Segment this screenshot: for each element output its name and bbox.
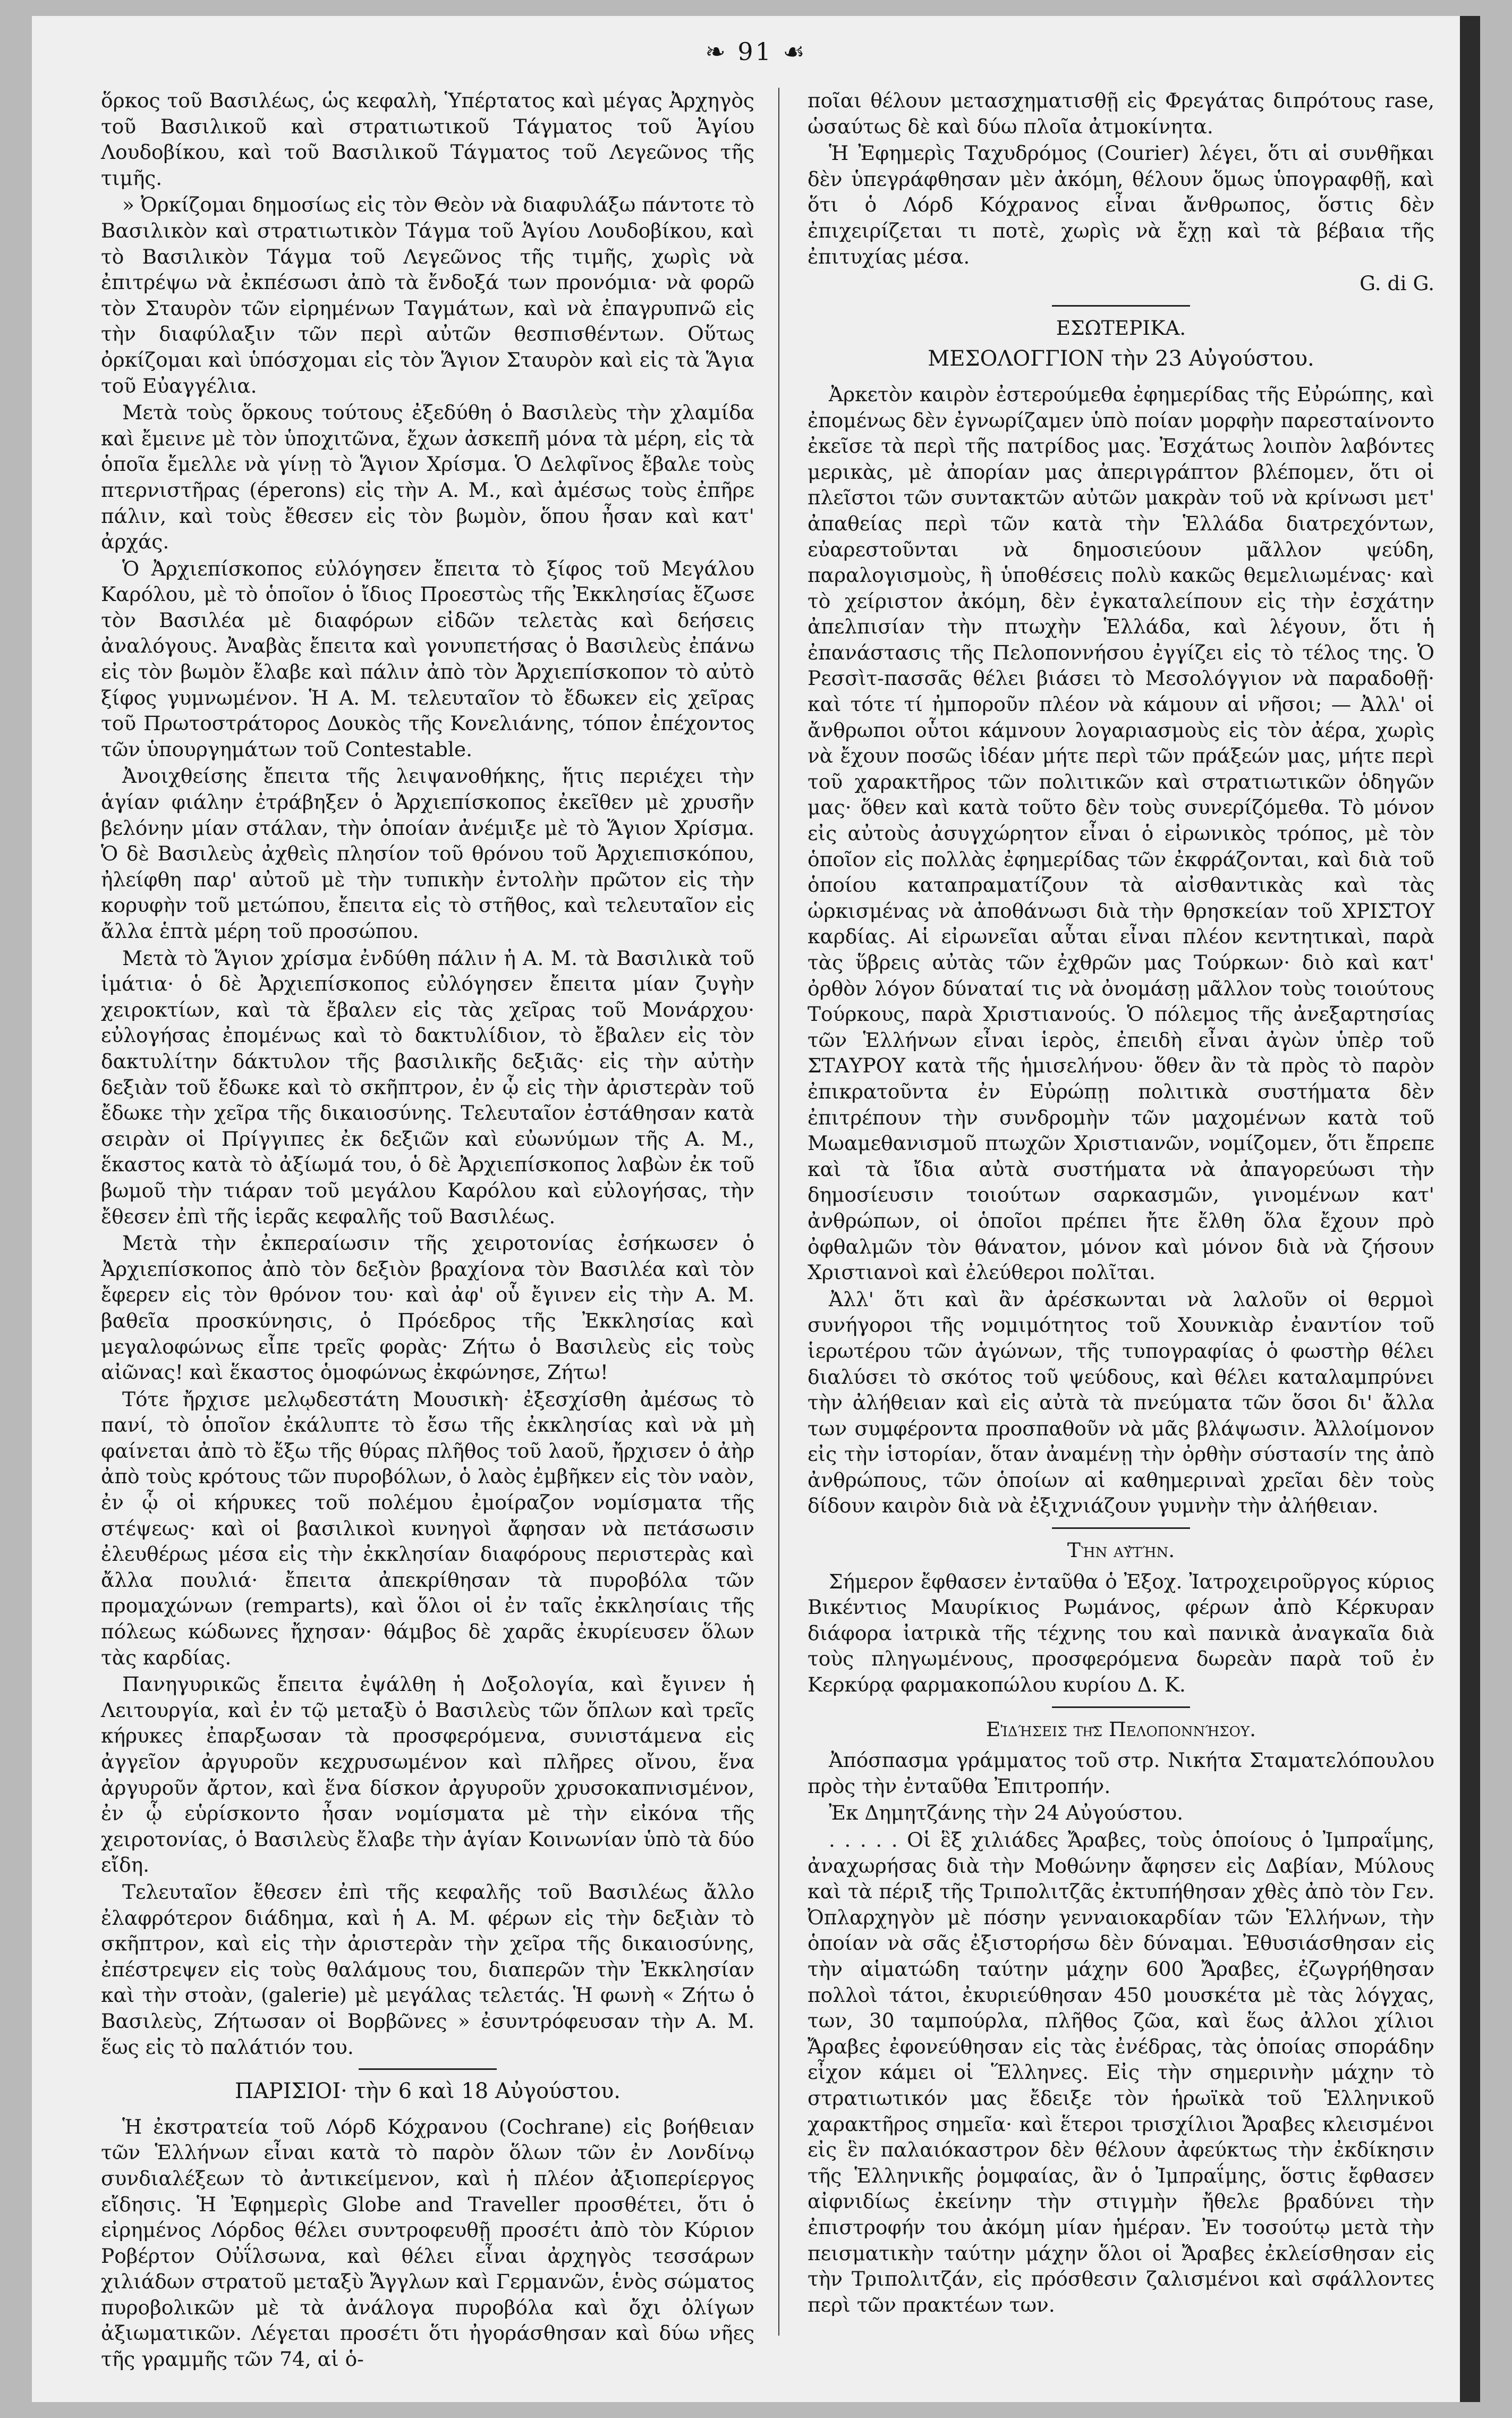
page-binding-edge — [1460, 16, 1480, 2402]
paragraph: Τότε ἤρχισε μελῳδεστάτη Μουσικὴ· ἐξεσχίσθη ἀμέσως τὸ πανί, τὸ ὁποῖον ἐκάλυπτε τὸ ἔσω τῆς ἐκκλησίας καὶ νὰ μὴ φαίνεται ἀπὸ τὸ ἔξω τῆς θύρας πλῆθος τοῦ λαοῦ, ἤρχισεν ὁ ἀὴρ ἀπὸ τοὺς κρότους τῶν πυροβόλων, ὁ λαὸς ἐμβῆκεν εἰς τὸν ναὸν, ἐν ᾧ οἱ κήρυκες τοῦ πολέμου ἐμοίραζον νομίσματα τῆς στέψεως· καὶ οἱ βασιλικοὶ κυνηγοὶ ἄφησαν νὰ πετάσωσιν ἐλευθέρως μέσα εἰς τὴν ἐκκλησίαν διαφόρους περιστερὰς καὶ ἄλλα πουλιά· ἔπειτα ἀπεκρίθησαν τὰ πυροβόλα τῶν προμαχώνων (remparts), καὶ ὅλοι οἱ ἐν ταῖς ἐκκλησίαις τῆς πόλεως κώδωνες ἤχησαν· θάμβος δὲ χαρᾶς ἐκυρίευσεν ὅλων τὰς καρδίας. — [101, 1387, 754, 1669]
paragraph: Σήμερον ἔφθασεν ἐνταῦθα ὁ Ἐξοχ. Ἰατροχειροῦργος κύριος Βικέντιος Μαυρίκιος Ρωμάνος, φέρων ἀπὸ Κέρκυραν διάφορα ἰατρικὰ τῆς τέχνης του καὶ πανικὰ ἀναγκαῖα διὰ τοὺς πληγωμένους, προσφερόμενα δωρεὰν παρὰ τοῦ ἐν Κερκύρᾳ φαρμακοπώλου κυρίου Δ. Κ. — [808, 1569, 1434, 1697]
paragraph: Ἀρκετὸν καιρὸν ἐστερούμεθα ἐφημερίδας τῆς Εὐρώπης, καὶ ἐπομένως δὲν ἐγνωρίζαμεν ὑπὸ ποίαν μορφὴν παρεσταίνοντο ἐκεῖσε τὰ περὶ τῆς πατρίδος μας. Ἐσχάτως λοιπὸν λαβόντες μερικὰς, μὲ ἀπορίαν μας ἀπεριγράπτον βλέπομεν, ὅτι οἱ πλεῖστοι τῶν συντακτῶν αὐτῶν μακρὰν τοῦ νὰ κρίνωσι μετ' ἀπαθείας περὶ τῶν κατὰ τὴν Ἑλλάδα διατρεχόντων, εὐαρεστοῦνται νὰ δημοσιεύουν μᾶλλον ψεύδη, παραλογισμοὺς, ἢ ὑποθέσεις πολὺ κακῶς θεμελιωμένας· καὶ τὸ χείριστον ἀκόμη, δὲν ἐγκαταλείπουν εἰς τὴν ἐσχάτην ἀπελπισίαν τὴν πτωχὴν Ἑλλάδα, καὶ λέγουν, ὅτι ἡ ἐπανάστασις τῆς Πελοποννήσου ἐγγίζει εἰς τὸ τέλος της. Ὁ Ρεσσὶτ-πασσᾶς θέλει βιάσει τὸ Μεσολόγγιον νὰ παραδοθῇ· καὶ τότε τί ἠμποροῦν πλέον νὰ κάμουν αἱ νῆσοι; — Ἀλλ' οἱ ἄνθρωποι οὗτοι κάμνουν λογαριασμοὺς εἰς τὸν ἀέρα, χωρὶς νὰ ἔχουν ποσῶς ἰδέαν μήτε περὶ τῶν πράξεών μας, μήτε περὶ τοῦ χαρακτῆρος τῶν πολιτικῶν καὶ στρατιωτικῶν ὁδηγῶν μας· ὅθεν καὶ κατὰ τοῦτο δὲν τοὺς συνερίζόμεθα. Τὸ μόνον εἰς αὐτοὺς ἀσυγχώρητον εἶναι ὁ εἰρωνικὸς τρόπος, μὲ τὸν ὁποῖον εἰς πολλὰς ἐφημερίδας τῶν ἐκφράζονται, καὶ διὰ τοῦ ὁποίου καταπραματίζουν τὰ αἰσθαντικὰς καὶ τὰς ὡρκισμένας νὰ ἀποθάνωσι διὰ τὴν θρησκείαν τοῦ ΧΡΙΣΤΟΥ καρδίας. Αἱ εἰρωνεῖαι αὗται εἶναι πλέον κεντητικαὶ, παρὰ τὰς ὕβρεις αὐτὰς τῶν ἐχθρῶν μας Τούρκων· διὸ καὶ κατ' ὀρθὸν λόγον δύναταί τις νὰ ὀνομάσῃ μᾶλλον τοὺς τοιούτους Τούρκους, παρὰ Χριστιανούς. Ὁ πόλεμος τῆς ἀνεξαρτησίας τῶν Ἑλλήνων εἶναι ἱερὸς, ἐπειδὴ εἶναι ἀγὼν ὑπὲρ τοῦ ΣΤΑΥΡΟΥ κατὰ τῆς ἡμισελήνου· ὅθεν ἂν τὰ πρὸς τὸ παρὸν ἐπικρατοῦντα ἐν Εὐρώπῃ πολιτικὰ συστήματα δὲν ἐπιτρέπουν τὴν συνδρομὴν τῶν μαχομένων κατὰ τοῦ Μωαμεθανισμοῦ πτωχῶν Χριστιανῶν, νομίζομεν, ὅτι ἔπρεπε καὶ τὰ ἴδια αὐτὰ συστήματα νὰ ἀπαγορεύωσι τὴν δημοσίευσιν τοιούτων σαρκασμῶν, γινομένων κατ' ἀνθρώπων, οἱ ὁποῖοι πρέπει ἤτε ἔλθη ὅλα ἔχουν πρὸ ὀφθαλμῶν τὸν θάνατον, μόνον καὶ μόνον διὰ νὰ ζήσουν Χριστιανοὶ καὶ ἐλεύθεροι πολῖται. — [808, 382, 1434, 1284]
section-rule — [359, 2068, 497, 2070]
paragraph: » Ὀρκίζομαι δημοσίως εἰς τὸν Θεὸν νὰ διαφυλάξω πάντοτε τὸ Βασιλικὸν καὶ στρατιωτικὸν Τάγμα τοῦ Ἁγίου Λουδοβίκου, καὶ τὸ Βασιλικὸν Τάγμα τοῦ Λεγεῶνος τῆς τιμῆς, χωρὶς νὰ ἐπιτρέψω νὰ ἐκπέσωσι ἀπὸ τὰ ἔνδοξά των προνόμια· νὰ φορῶ τὸν Σταυρὸν τῶν εἰρημένων Ταγμάτων, καὶ νὰ ἐπαγρυπνῶ εἰς τὴν διαφύλαξιν τῶν περὶ αὐτῶν θεσπισθέντων. Οὕτως ὀρκίζομαι καὶ ὑπόσχομαι εἰς τὸν Ἅγιον Σταυρὸν καὶ εἰς τὰ Ἅγια τοῦ Εὐαγγέλια. — [101, 193, 754, 398]
left-column — [101, 88, 754, 2373]
paragraph: Ἀλλ' ὅτι καὶ ἂν ἀρέσκωνται νὰ λαλοῦν οἱ θερμοὶ συνήγοροι τῆς νομιμότητος τοῦ Χουνκιὰρ ἐναντίον τοῦ ἱερωτέρου τῶν ἀγώνων, τῆς τυπογραφίας ὁ φωστὴρ θέλει διαλύσει τὸ σκότος τοῦ ψεύδους, καὶ θέλει καταλαμπρύνει τὴν ἀλήθειαν καὶ εἰς αὐτὰ τὰ πνεύματα τῶν ὅσοι δι' ἄλλα των συμφέροντα προσπαθοῦν νὰ μᾶς βλάψωσιν. Ἀλλοίμονον εἰς τὴν ἱστορίαν, ὅταν ἀναμένῃ τὴν ὀρθὴν σύστασίν της ἀπὸ ἀνθρώπους, τῶν ὁποίων αἱ καθημεριναὶ χρεῖαι δὲν τοὺς δίδουν καιρὸν διὰ νὰ ἐξιχνιάζουν γυμνὴν τὴν ἀλήθειαν. — [808, 1287, 1434, 1518]
paragraph: ὅρκος τοῦ Βασιλέως, ὡς κεφαλὴ, Ὑπέρτατος καὶ μέγας Ἀρχηγὸς τοῦ Βασιλικοῦ καὶ στρατιωτικοῦ Τάγματος τοῦ Ἁγίου Λουδοβίκου, καὶ τοῦ Βασιλικοῦ Τάγματος τοῦ Λεγεῶνος τῆς τιμῆς. — [101, 89, 754, 190]
paragraph: Μετὰ τοὺς ὅρκους τούτους ἐξεδύθη ὁ Βασιλεὺς τὴν χλαμίδα καὶ ἔμεινε μὲ τὸν ὑποχιτῶνα, ἔχων ἀσκεπῆ μόνα τὰ μέρη, εἰς τὰ ὁποῖα ἔμελλε νὰ γίνῃ τὸ Ἅγιον Χρίσμα. Ὁ Δελφῖνος ἔβαλε τοὺς πτερνιστῆρας (éperons) εἰς τὴν Α. Μ., καὶ ἀμέσως τοὺς ἐπῆρε πάλιν, καὶ τοὺς ἔθεσεν εἰς τὸν βωμὸν, ὅπου ἦσαν καὶ κατ' ἀρχάς. — [101, 401, 754, 554]
paragraph: Μετὰ τὸ Ἅγιον χρίσμα ἐνδύθη πάλιν ἡ Α. Μ. τὰ Βασιλικὰ τοῦ ἱμάτια· ὁ δὲ Ἀρχιεπίσκοπος εὐλόγησεν ἔπειτα μίαν ζυγὴν χειροκτίων, καὶ τὰ ἔβαλεν εἰς τὰς χεῖρας τοῦ Μονάρχου· εὐλογήσας ἐπομένως καὶ τὸ δακτυλίδιον, τὸ ἔβαλεν εἰς τὸν δακτυλίτην δάκτυλον τῆς βασιλικῆς δεξιᾶς· εἰς τὴν αὐτὴν δεξιὰν τοῦ ἔδωκε καὶ τὸ σκῆπτρον, ἐν ᾧ εἰς τὴν ἀριστερὰν τοῦ ἔδωκε τὴν χεῖρα τῆς δικαιοσύνης. Τελευταῖον ἐστάθησαν κατὰ σειρὰν οἱ Πρίγγιπες ἐκ δεξιῶν καὶ εὐωνύμων τῆς Α. Μ., ἕκαστος κατὰ τὸ ἀξίωμά του, ὁ δὲ Ἀρχιεπίσκοπος λαβὼν ἐκ τοῦ βωμοῦ τὴν τιάραν τοῦ μεγάλου Καρόλου καὶ εὐλογήσας, τὴν ἔθεσεν ἐπὶ τῆς ἱερᾶς κεφαλῆς τοῦ Βασιλέως. — [101, 946, 754, 1228]
paragraph: Πανηγυρικῶς ἔπειτα ἐψάλθη ἡ Δοξολογία, καὶ ἔγινεν ἡ Λειτουργία, καὶ ἐν τῷ μεταξὺ ὁ Βασιλεὺς τῶν ὅπλων καὶ τρεῖς κήρυκες ἐπαρξωσαν τὰ προσφερόμενα, συνιστάμενα εἰς ἀγγεῖον ἀργυροῦν κεχρυσωμένον καὶ πλῆρες οἴνου, ἕνα ἀργυροῦν ἄρτον, καὶ ἕνα δίσκον ἀργυροῦν χρυσοκαπνισμένον, ἐν ᾧ εὑρίσκοντο ἦσαν νομίσματα μὲ τὴν εἰκόνα τῆς χειροτονίας, ὁ Βασιλεὺς ἔλαβε τὴν ἁγίαν Κοινωνίαν ὑπὸ τὰ δύο εἴδη. — [101, 1672, 754, 1877]
column-divider — [778, 88, 779, 2336]
paris-heading: ΠΑΡΙΣΙΟΙ· τὴν 6 καὶ 18 Αὐγούστου. — [235, 2079, 621, 2104]
mesolonghi-heading: ΜΕΣΟΛΟΓΓΙΟΝ τὴν 23 Αὐγούστου. — [928, 346, 1314, 371]
paragraph: . . . . . Οἱ ἓξ χιλιάδες Ἄραβες, τοὺς ὁποίους ὁ Ἰμπραΐμης, ἀναχωρήσας διὰ τὴν Μοθώνην ἄφησεν εἰς Δαβίαν, Μύλους καὶ τὰ πέριξ τῆς Τριπολιτζᾶς ἐκτυπήθησαν χθὲς ἀπὸ τὸν Γεν. Ὀπλαρχηγὸν μὲ πόσην γενναιοκαρδίαν τῶν Ἑλλήνων, τὴν ὁποίαν νὰ σᾶς ἐξιστορήσω δὲν δύναμαι. Ἐθυσιάσθησαν εἰς τὴν αἱματώδη ταύτην μάχην 600 Ἄραβες, ἐζωγρήθησαν πολλοὶ τάτοι, ἐκυριεύθησαν 450 μουσκέτα μὲ τὰς λόγχας, των, 30 ταμπούρλα, πλῆθος ζῶα, καὶ ἕως ἀλλοι χίλιοι Ἄραβες ἐφονεύθησαν εἰς τὰς ἐνέδρας, τὰς ὁποίας σποράδην εἶχον κάμει οἱ Ἕλληνες. Εἰς τὴν σημερινὴν μάχην τὸ στρατιωτικόν μας ἔδειξε τὸν ἡρωϊκὰ τοῦ Ἑλληνικοῦ χαρακτῆρος σημεῖα· καὶ ἕτεροι τρισχίλιοι Ἄραβες κλεισμένοι εἰς ἓν παλαιόκαστρον δὲν θέλουν ἀφεύκτως τὴν ἐκδίκησιν τῆς Ἑλληνικῆς ῥομφαίας, ἂν ὁ Ἰμπραΐμης, ὅστις ἔφθασεν αἰφνιδίως ἐκείνην τὴν στιγμὴν ἤθελε βραδύνει τὴν ἐπιστροφήν του ἀκόμη μίαν ἡμέραν. Ἐν τοσούτῳ μετὰ τὴν πεισματικὴν ταύτην μάχην ὅλοι οἱ Ἄραβες ἐκλείσθησαν εἰς τὴν Τριπολιτζάν, εἰς πρόσθεσιν ζαλισμένοι καὶ σφάλλοντες περὶ τῶν πρακτέων των. — [808, 1828, 1434, 2316]
section-rule — [1052, 1706, 1190, 1708]
peloponnese-news-heading: Εἰδήσεις τῆς Πελοποννήσου. — [986, 1717, 1256, 1741]
signature: G. di G. — [1360, 272, 1434, 295]
page-number: 91 — [737, 37, 773, 66]
newspaper-page — [32, 16, 1480, 2402]
right-column — [808, 88, 1434, 2319]
esoterika-heading: ΕΣΩΤΕΡΙΚΑ. — [1056, 316, 1186, 340]
paragraph: ποῖαι θέλουν μετασχηματισθῇ εἰς Φρεγάτας διπρότους rase, ὡσαύτως δὲ καὶ δύω πλοῖα ἀτμοκίνητα. — [808, 89, 1434, 138]
paragraph: Μετὰ τὴν ἐκπεραίωσιν τῆς χειροτονίας ἐσήκωσεν ὁ Ἀρχιεπίσκοπος ἀπὸ τὸν δεξιὸν βραχίονα τὸν Βασιλέα καὶ τὸν ἔφερεν εἰς τὸν θρόνον του· καὶ ἀφ' οὗ ἔγινεν εἰς τὴν Α. Μ. βαθεῖα προσκύνησις, ὁ Πρόεδρος τῆς Ἐκκλησίας καὶ μεγαλοφώνως εἶπε τρεῖς φορὰς· Ζήτω ὁ Βασιλεὺς εἰς τοὺς αἰῶνας! καὶ ἕκαστος ὁμοφώνως ἐκφώνησε, Ζήτω! — [101, 1231, 754, 1384]
paragraph: Τελευταῖον ἔθεσεν ἐπὶ τῆς κεφαλῆς τοῦ Βασιλέως ἄλλο ἐλαφρότερον διάδημα, καὶ ἡ Α. Μ. φέρων εἰς τὴν δεξιὰν τὸ σκῆπτρον, καὶ εἰς τὴν ἀριστερὰν τὴν χεῖρα τῆς δικαιοσύνης, ἐπέστρεψεν εἰς τοὺς θαλάμους του, διαπερῶν τὴν Ἐκκλησίαν καὶ τὴν στοὰν, (galerie) μὲ μεγάλας τελετάς. Ἡ φωνὴ « Ζήτω ὁ Βασιλεὺς, Ζήτωσαν οἱ Βορβῶνες » ἐσυντρόφευσαν τὴν Α. Μ. ἕως εἰς τὸ παλάτιόν του. — [101, 1880, 754, 2059]
paragraph: Ἡ ἐκστρατεία τοῦ Λόρδ Κόχρανου (Cochrane) εἰς βοήθειαν τῶν Ἑλλήνων εἶναι κατὰ τὸ παρὸν ὅλων τῶν ἐν Λονδίνῳ συνδιαλέξεων τὸ ἀντικείμενον, καὶ ἡ πλέον ἀξιοπερίεργος εἴδησις. Ἡ Ἐφημερὶς Globe and Traveller προσθέτει, ὅτι ὁ εἰρημένος Λόρδος θέλει συντροφευθῇ προσέτι ἀπὸ τὸν Κύριον Ροβέρτον Οὐΐλσωνα, καὶ θέλει εἶναι ἀρχηγὸς τεσσάρων χιλιάδων στρατοῦ μεταξὺ Ἄγγλων καὶ Γερμανῶν, ἑνὸς σώματος πυροβολικῶν μὲ τὰ ἀνάλογα πυροβόλα καὶ ὄχι ὀλίγων ἀξιωματικῶν. Λέγεται προσέτι ὅτι ἠγοράσθησαν καὶ δύω νῆες τῆς γραμμῆς τῶν 74, αἱ ὁ- — [101, 2115, 754, 2371]
section-rule — [1052, 1527, 1190, 1529]
page-header — [32, 37, 1480, 66]
paragraph: Ἐκ Δημητζάνης τὴν 24 Αὐγούστου. — [829, 1801, 1184, 1825]
paragraph: Ἡ Ἐφημερὶς Ταχυδρόμος (Courier) λέγει, ὅτι αἱ συνθῆκαι δὲν ὑπεγράφθησαν μὲν ἀκόμη, θέλουν ὅμως ὑπογραφθῇ, καὶ ὅτι ὁ Λόρδ Κόχρανος εἶναι ἄνθρωπος, ὅστις δὲν ἐπιχειρίζεται τι ποτὲ, χωρὶς νὰ ἔχῃ καὶ τὰ βέβαια τῆς ἐπιτυχίας μέσα. — [808, 141, 1434, 268]
same-day-heading: Τὴν αὐτήν. — [1067, 1538, 1175, 1562]
right-ornament-icon: ☙ — [783, 37, 807, 66]
paragraph: Ἀπόσπασμα γράμματος τοῦ στρ. Νικήτα Σταματελόπουλου πρὸς τὴν ἐνταῦθα Ἐπιτροπήν. — [808, 1748, 1434, 1798]
paragraph: Ὁ Ἀρχιεπίσκοπος εὐλόγησεν ἔπειτα τὸ ξίφος τοῦ Μεγάλου Καρόλου, μὲ τὸ ὁποῖον ὁ ἴδιος Προεστὼς τῆς Ἐκκλησίας ἔζωσε τὸν Βασιλέα μὲ διαφόρων εἰδῶν τελετὰς καὶ δεήσεις ἀναλόγους. Ἀναβὰς ἔπειτα καὶ γονυπετήσας ὁ Βασιλεὺς ἐπάνω εἰς τὸν βωμὸν ἔλαβε καὶ πάλιν ἀπὸ τὸν Ἀρχιεπίσκοπον τὸ αὐτὸ ξίφος γυμνωμένον. Ἡ Α. Μ. τελευταῖον τὸ ἔδωκεν εἰς χεῖρας τοῦ Πρωτοστράτορος Δουκὸς τῆς Κονελιάνης, τόπον ἐπέχοντος τῶν ὑπουργημάτων τοῦ Contestable. — [101, 556, 754, 761]
section-rule — [1052, 305, 1190, 307]
left-ornament-icon: ❧ — [705, 37, 728, 66]
paragraph: Ἀνοιχθείσης ἔπειτα τῆς λειψανοθήκης, ἥτις περιέχει τὴν ἁγίαν φιάλην ἐτράβηξεν ὁ Ἀρχιεπίσκοπος ἐκεῖθεν μὲ χρυσῆν βελόνην μίαν στάλαν, τὴν ὁποίαν ἀνέμιξε μὲ τὸ Ἅγιον Χρίσμα. Ὁ δὲ Βασιλεὺς ἀχθεὶς πλησίον τοῦ θρόνου τοῦ Ἀρχιεπισκόπου, ἠλείφθη παρ' αὐτοῦ μὲ τὴν τυπικὴν ἐντολὴν πρῶτον εἰς τὴν κορυφὴν τοῦ μετώπου, ἔπειτα εἰς τὸ στῆθος, καὶ τελευταῖον εἰς ἄλλα ἑπτὰ μέρη τοῦ προσώπου. — [101, 764, 754, 943]
